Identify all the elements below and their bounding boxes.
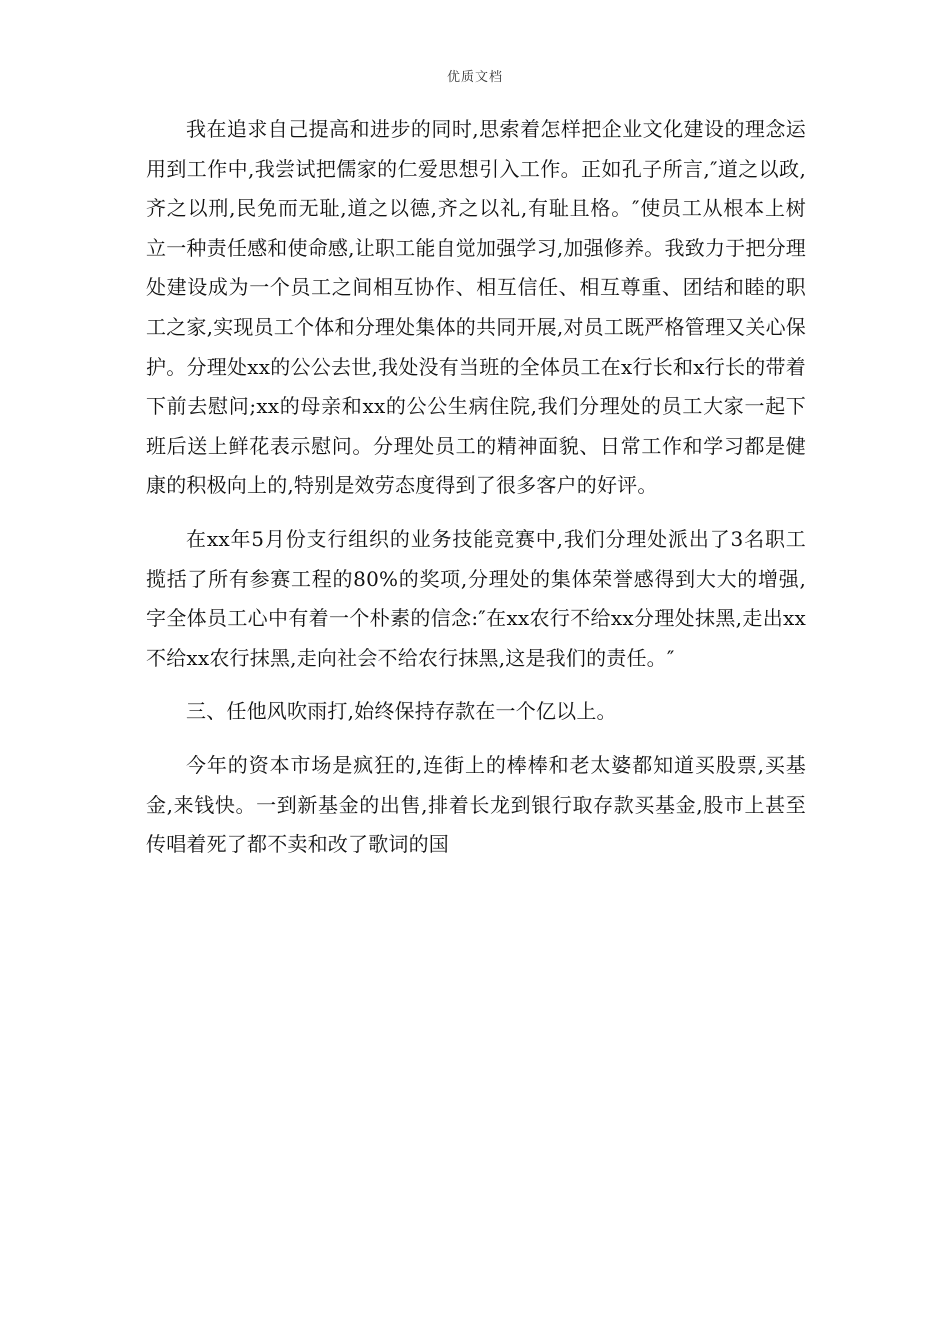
paragraph-capital-market: 今年的资本市场是疯狂的,连街上的棒棒和老太婆都知道买股票,买基金,来钱快。一到新基金的出售,排着长龙到银行取存款买基金,股市上甚至传唱着死了都不卖和改了歌词的国 bbox=[146, 752, 806, 857]
page-header: 优质文档 bbox=[446, 70, 503, 85]
document-body bbox=[146, 110, 806, 879]
paragraph-culture: 我在追求自己提高和进步的同时,思索着怎样把企业文化建设的理念运用到工作中,我尝试把儒家的仁爱思想引入工作。正如孔子所言,″道之以政,齐之以刑,民免而无耻,道之以德,齐之以礼,有耻且格。″使员工从根本上树立一种责任感和使命感,让职工能自觉加强学习,加强修养。我致力于把分理处建设成为一个员工之间相互协作、相互信任、相互尊重、团结和睦的职工之家,实现员工个体和分理处集体的共同开展,对员工既严格管理又关心保护。分理处xx的公公去世,我处没有当班的全体员工在x行长和x行长的带着下前去慰问;xx的母亲和xx的公公生病住院,我们分理处的员工大家一起下班后送上鲜花表示慰问。分理处员工的精神面貌、日常工作和学习都是健康的积极向上的,特别是效劳态度得到了很多客户的好评。 bbox=[146, 117, 806, 498]
section-heading-deposits: 三、任他风吹雨打,始终保持存款在一个亿以上。 bbox=[186, 699, 617, 724]
paragraph-competition: 在xx年5月份支行组织的业务技能竞赛中,我们分理处派出了3名职工揽括了所有参赛工程的80%的奖项,分理处的集体荣誉感得到大大的增强,字全体员工心中有着一个朴素的信念:″在xx农行不给xx分理处抹黑,走出xx不给xx农行抹黑,走向社会不给农行抹黑,这是我们的责任。″ bbox=[146, 526, 806, 670]
